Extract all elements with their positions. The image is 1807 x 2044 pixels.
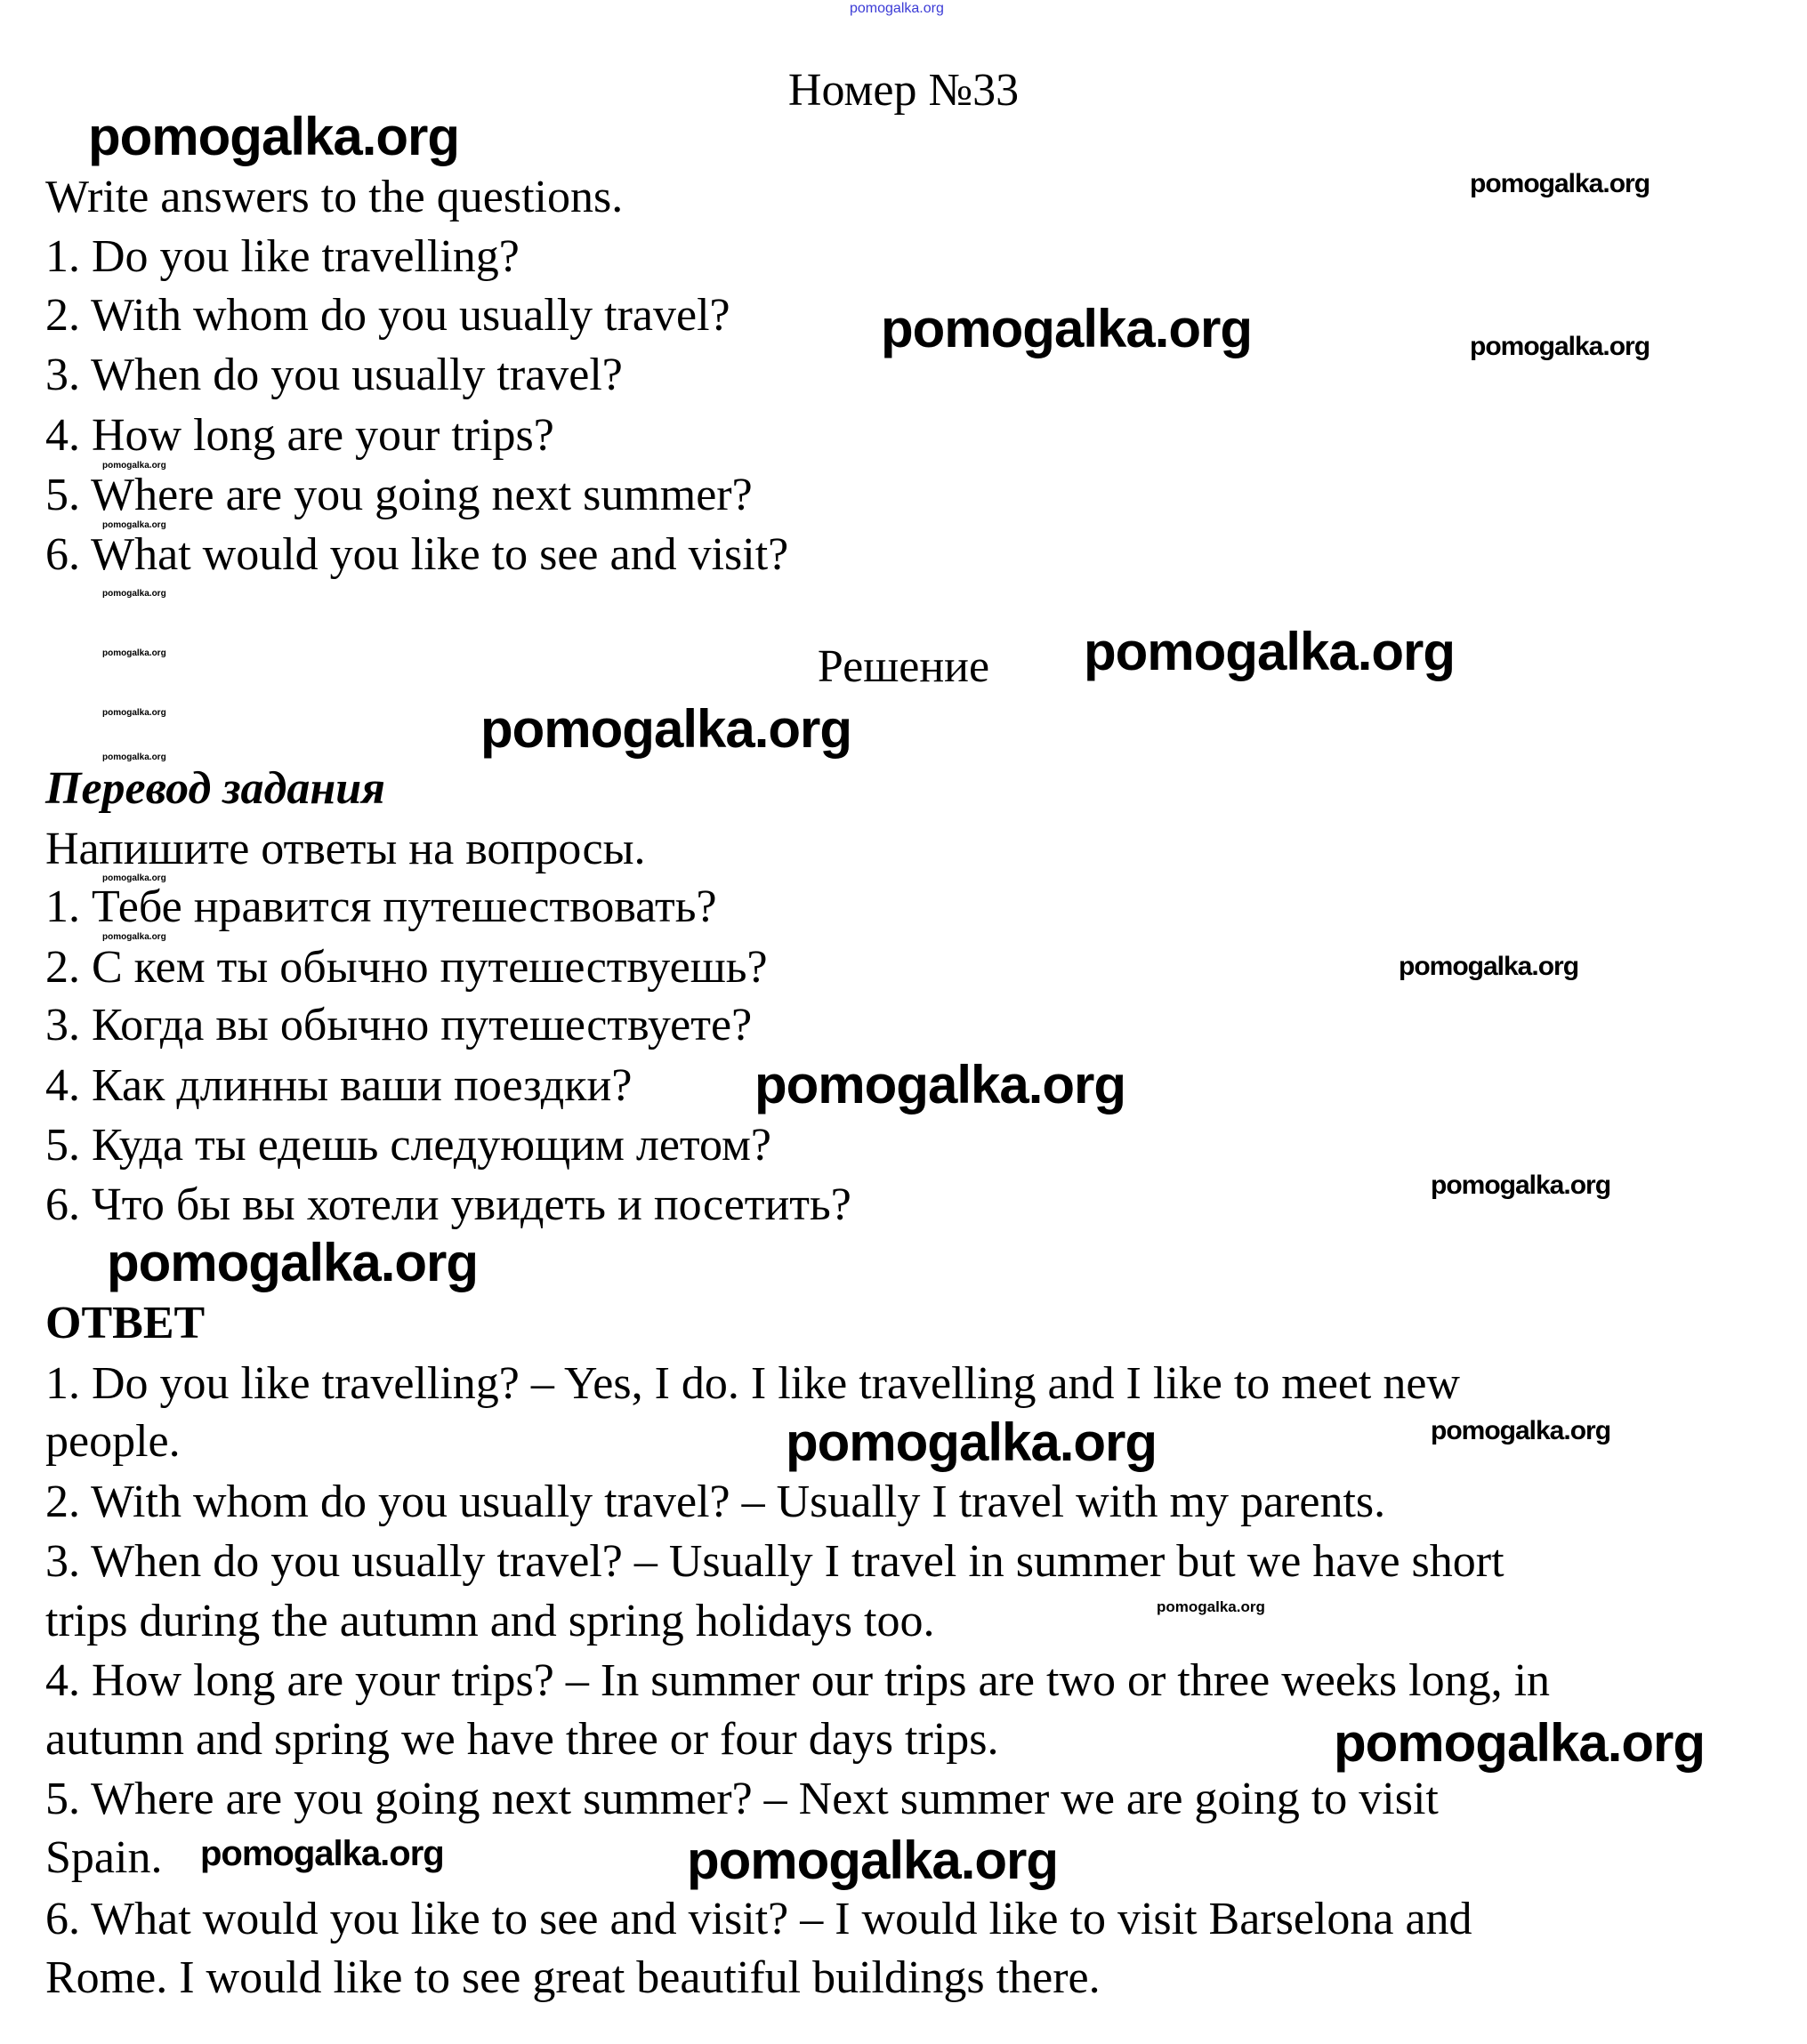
task-question: 6. What would you like to see and visit? [45, 529, 789, 580]
watermark: pomogalka.org [1431, 1171, 1611, 1200]
translation-heading: Перевод задания [45, 763, 385, 814]
watermark: pomogalka.org [102, 708, 166, 718]
watermark: pomogalka.org [1470, 169, 1650, 198]
translation-question: 3. Когда вы обычно путешествуете? [45, 1000, 753, 1050]
watermark: pomogalka.org [102, 873, 166, 883]
answer-line: 4. How long are your trips? – In summer our trips are two or three weeks long, in [45, 1655, 1551, 1706]
task-question: 2. With whom do you usually travel? [45, 290, 730, 341]
answer-line: 2. With whom do you usually travel? – Usually I travel with my parents. [45, 1477, 1386, 1527]
watermark: pomogalka.org [1470, 332, 1650, 361]
answer-line: 6. What would you like to see and visit? – I would like to visit Barselona and [45, 1894, 1472, 1944]
watermark: pomogalka.org [1157, 1598, 1265, 1615]
watermark: pomogalka.org [786, 1412, 1158, 1472]
watermark: pomogalka.org [480, 699, 852, 759]
watermark: pomogalka.org [102, 589, 166, 599]
answer-line: autumn and spring we have three or four days trips. [45, 1714, 999, 1765]
watermark: pomogalka.org [88, 107, 460, 166]
watermark: pomogalka.org [102, 932, 166, 942]
watermark: pomogalka.org [107, 1233, 479, 1292]
watermark: pomogalka.org [850, 1, 944, 16]
watermark: pomogalka.org [102, 520, 166, 530]
page-title: Номер №33 [787, 65, 1020, 116]
task-question: 5. Where are you going next summer? [45, 470, 753, 520]
watermark: pomogalka.org [102, 461, 166, 471]
answer-line: 3. When do you usually travel? – Usually I travel in summer but we have short [45, 1536, 1504, 1587]
answer-line: Spain. [45, 1832, 163, 1883]
answer-line: 1. Do you like travelling? – Yes, I do. I like travelling and I like to meet new [45, 1358, 1460, 1409]
translation-question: 6. Что бы вы хотели увидеть и посетить? [45, 1179, 851, 1230]
watermark: pomogalka.org [1084, 622, 1456, 681]
watermark: pomogalka.org [200, 1834, 444, 1873]
translation-question: 4. Как длинны ваши поездки? [45, 1060, 633, 1111]
task-intro: Write answers to the questions. [45, 172, 624, 222]
answer-heading: ОТВЕТ [45, 1298, 206, 1348]
watermark: pomogalka.org [687, 1831, 1059, 1890]
task-question: 4. How long are your trips? [45, 410, 554, 461]
watermark: pomogalka.org [102, 648, 166, 658]
watermark: pomogalka.org [754, 1055, 1126, 1115]
answer-line: trips during the autumn and spring holidays too. [45, 1596, 935, 1646]
translation-question: 1. Тебе нравится путешествовать? [45, 881, 717, 932]
answer-line: 5. Where are you going next summer? – Next summer we are going to visit [45, 1774, 1439, 1824]
watermark: pomogalka.org [1399, 952, 1579, 981]
answer-line: Rome. I would like to see great beautiful buildings there. [45, 1952, 1101, 2003]
translation-intro: Напишите ответы на вопросы. [45, 824, 646, 874]
answer-line: people. [45, 1416, 181, 1467]
task-question: 3. When do you usually travel? [45, 350, 623, 400]
watermark: pomogalka.org [881, 299, 1253, 358]
translation-question: 2. С кем ты обычно путешествуешь? [45, 942, 768, 993]
task-question: 1. Do you like travelling? [45, 231, 520, 282]
solution-heading: Решение [817, 641, 990, 692]
watermark: pomogalka.org [1334, 1713, 1706, 1773]
watermark: pomogalka.org [1431, 1416, 1611, 1445]
watermark: pomogalka.org [102, 752, 166, 762]
translation-question: 5. Куда ты едешь следующим летом? [45, 1120, 771, 1171]
